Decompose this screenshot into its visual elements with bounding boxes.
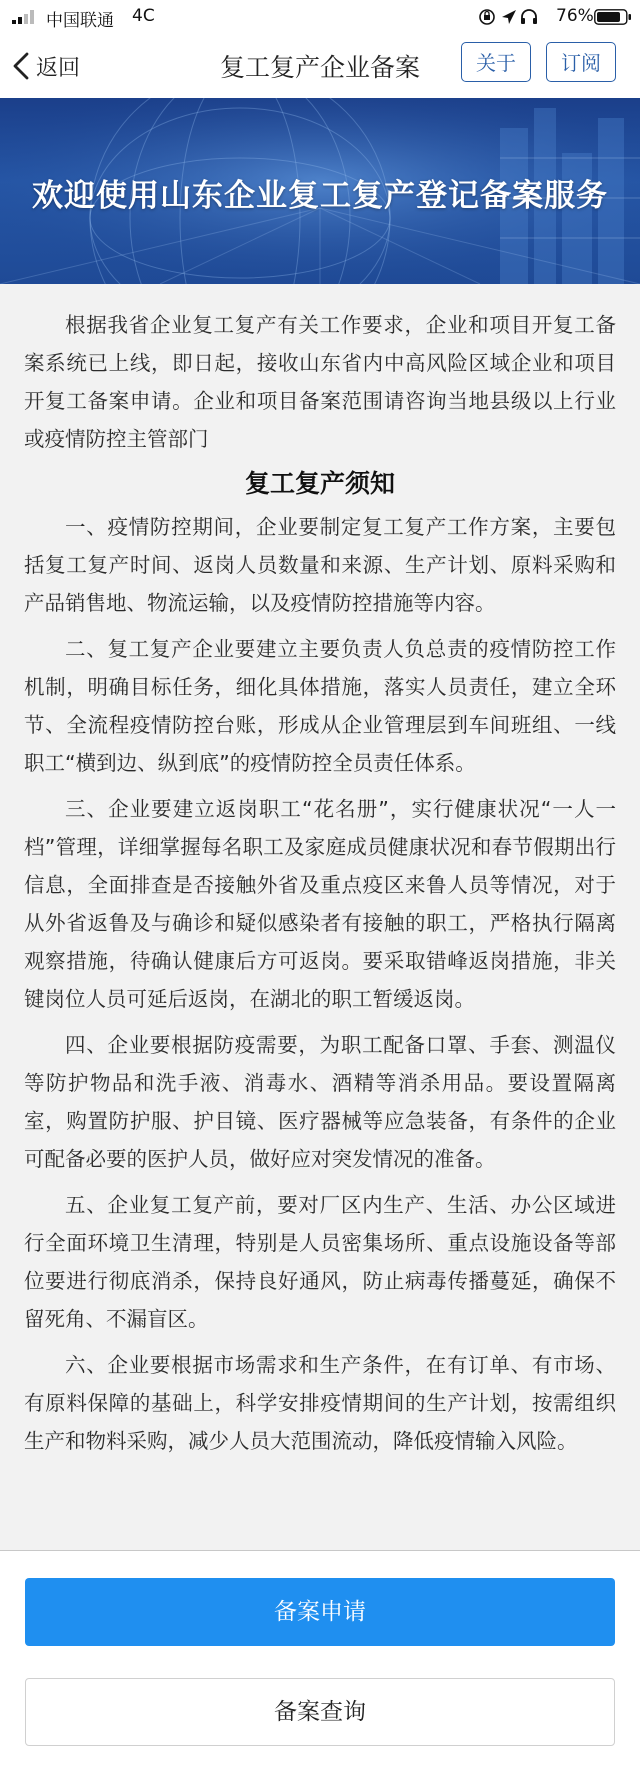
notice-item-6: 六、企业要根据市场需求和生产条件，在有订单、有市场、有原料保障的基础上，科学安排疫情期间的生产计划，按需组织生产和物料采购，减少人员大范围流动，降低疫情输入风险。 [24, 1353, 616, 1453]
battery-icon [594, 9, 632, 25]
apply-button[interactable]: 备案申请 [25, 1578, 615, 1646]
location-arrow-icon [502, 10, 516, 24]
nav-bar [0, 34, 640, 98]
query-button[interactable]: 备案查询 [25, 1678, 615, 1746]
back-label: 返回 [36, 55, 81, 81]
network-type: 4C [132, 6, 155, 26]
back-button[interactable] [12, 46, 80, 86]
divider [0, 1550, 640, 1551]
chevron-left-icon [12, 52, 30, 80]
notice-heading: 复工复产须知 [244, 469, 395, 498]
notice-item-2: 二、复工复产企业要建立主要负责人负总责的疫情防控工作机制，明确目标任务，细化具体措施，落实人员责任，建立全环节、全流程疫情防控台账，形成从企业管理层到车间班组、一线职工“横到边、纵到底”的疫情防控全员责任体系。 [24, 637, 616, 775]
subscribe-button[interactable]: 订阅 [546, 42, 616, 82]
banner-title: 欢迎使用山东企业复工复产登记备案服务 [32, 178, 608, 214]
notice-item-5: 五、企业复工复产前，要对厂区内生产、生活、办公区域进行全面环境卫生清理，特别是人员密集场所、重点设施设备等部位要进行彻底消杀，保持良好通风，防止病毒传播蔓延，确保不留死角、不漏盲区。 [24, 1193, 616, 1331]
notice-item-3: 三、企业要建立返岗职工“花名册”，实行健康状况“一人一档”管理，详细掌握每名职工及家庭成员健康状况和春节假期出行信息，全面排查是否接触外省及重点疫区来鲁人员等情况，对于从外省返鲁及与确诊和疑似感染者有接触的职工，严格执行隔离观察措施，待确认健康后方可返岗。要采取错峰返岗措施，非关键岗位人员可延后返岗，在湖北的职工暂缓返岗。 [24, 797, 616, 1011]
intro-paragraph: 根据我省企业复工复产有关工作要求，企业和项目开复工备案系统已上线，即日起，接收山东省内中高风险区域企业和项目开复工备案申请。企业和项目备案范围请咨询当地县级以上行业或疫情防控主管部门 [24, 313, 616, 451]
banner [0, 98, 640, 284]
notice-item-4: 四、企业要根据防疫需要，为职工配备口罩、手套、测温仪等防护物品和洗手液、消毒水、酒精等消杀用品。要设置隔离室，购置防护服、护目镜、医疗器械等应急装备，有条件的企业可配备必要的医护人员，做好应对突发情况的准备。 [24, 1033, 616, 1171]
status-bar [0, 0, 640, 34]
page-title: 复工复产企业备案 [219, 53, 420, 82]
signal-bars-icon [12, 10, 38, 24]
notice-item-1: 一、疫情防控期间，企业要制定复工复产工作方案，主要包括复工复产时间、返岗人员数量和来源、生产计划、原料采购和产品销售地、物流运输，以及疫情防控措施等内容。 [24, 515, 616, 615]
rotation-lock-icon [480, 10, 494, 24]
about-button[interactable]: 关于 [461, 42, 531, 82]
battery-percent: 76% [556, 6, 594, 26]
status-icons [478, 8, 560, 26]
notice-content [0, 284, 640, 1550]
headphones-icon [521, 10, 537, 24]
carrier-name: 中国联通 [46, 11, 114, 31]
